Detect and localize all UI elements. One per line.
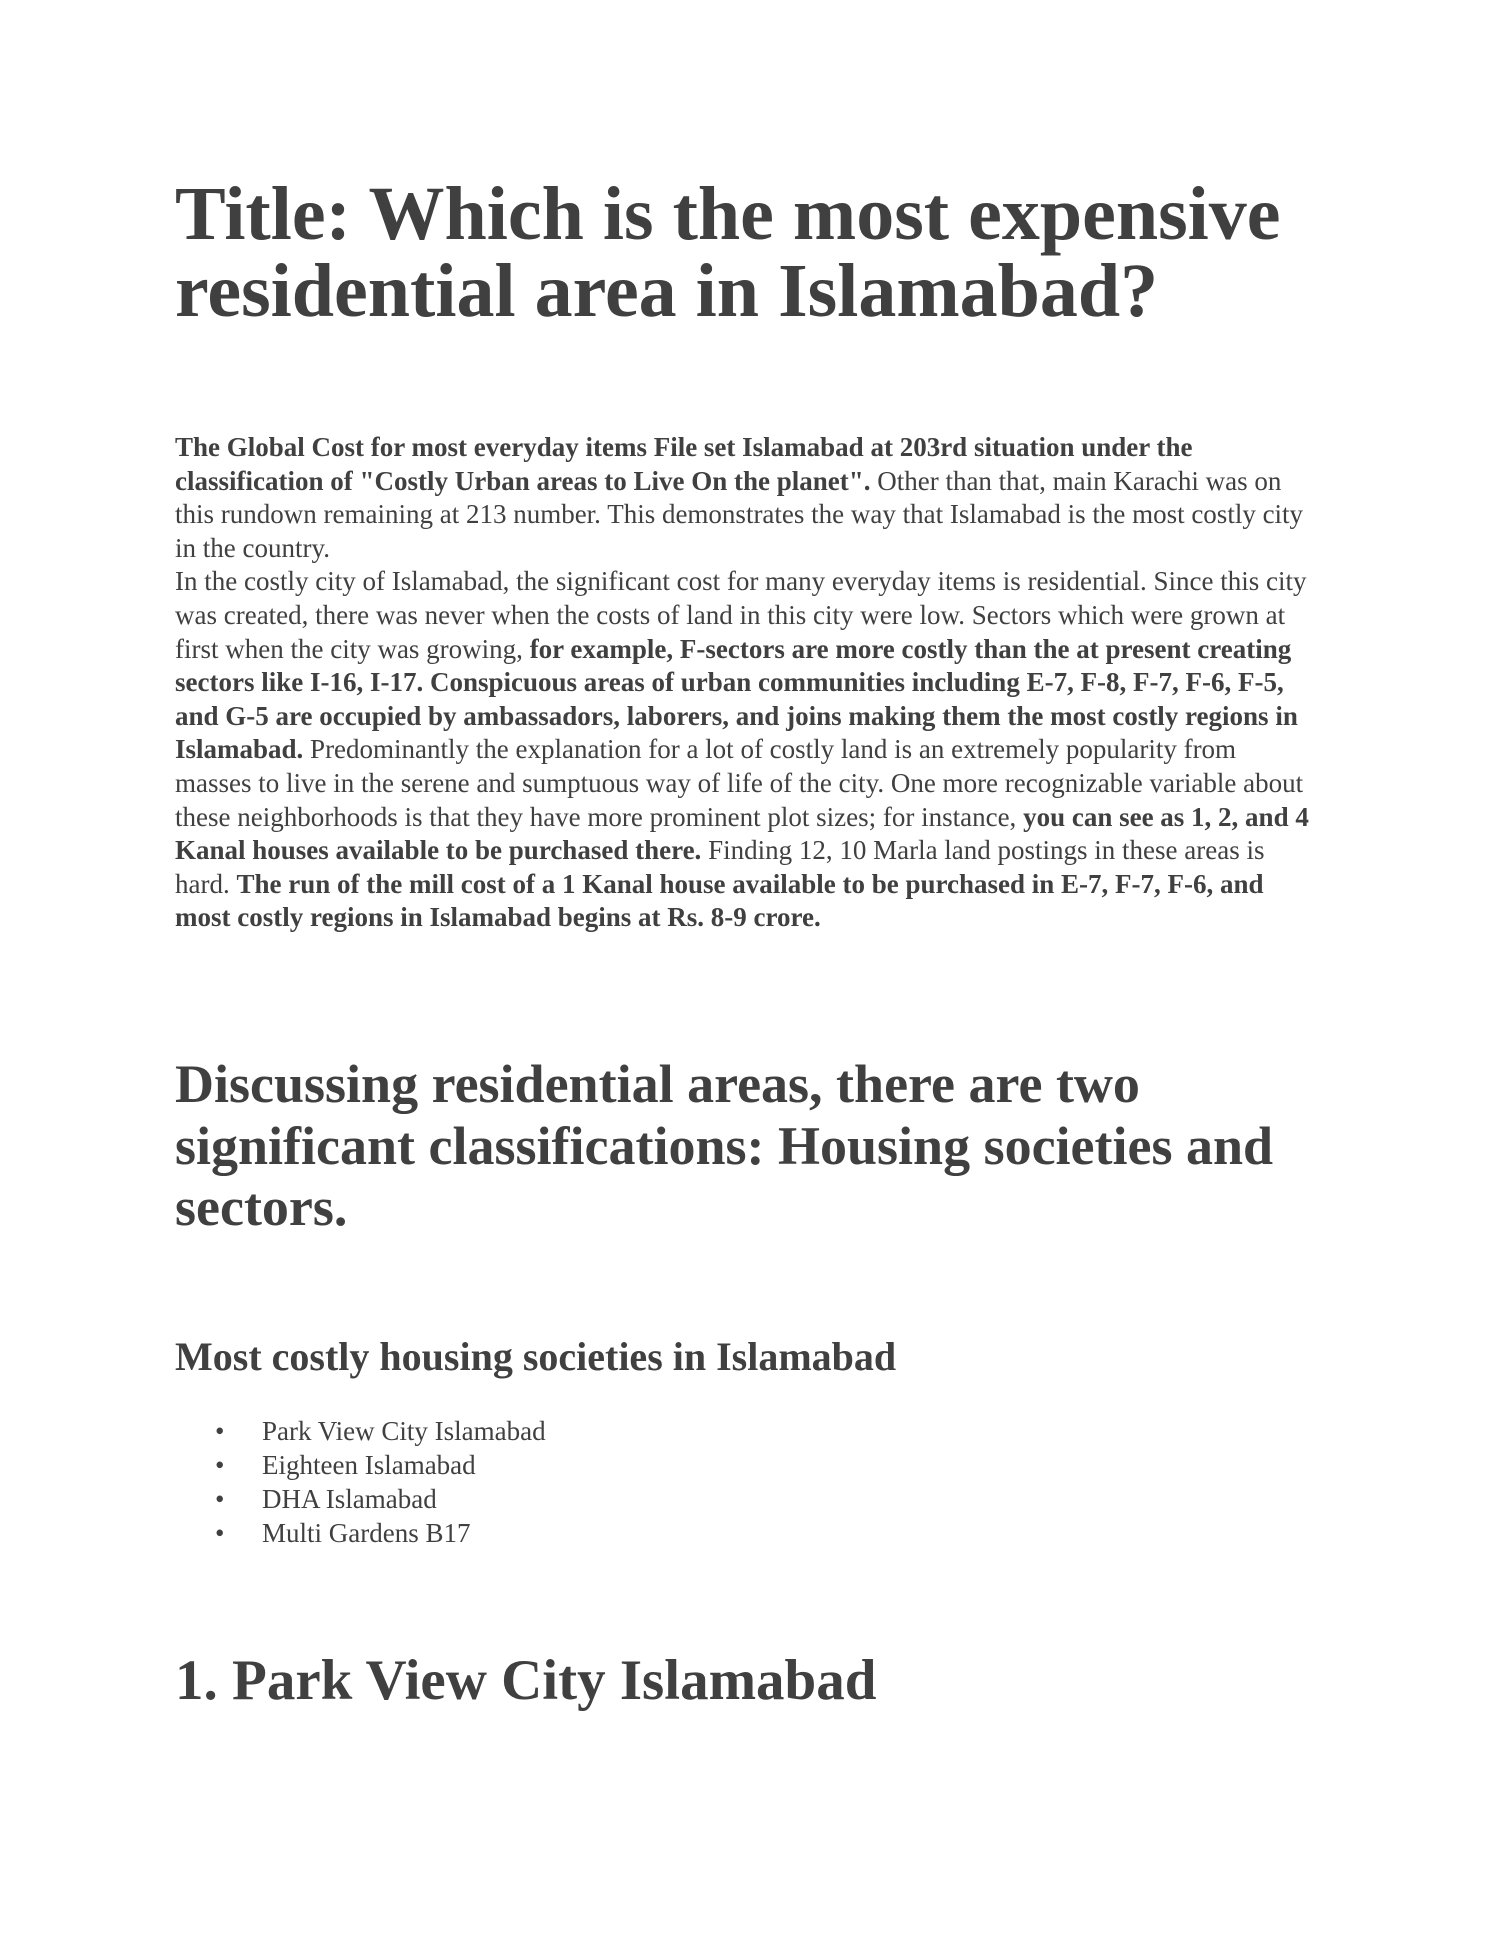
park-view-heading: 1. Park View City Islamabad: [175, 1649, 877, 1712]
list-item-label: DHA Islamabad: [262, 1484, 437, 1514]
intro-paragraph-2: [175, 565, 1315, 935]
list-item: [175, 1448, 1315, 1482]
list-item-label: Multi Gardens B17: [262, 1518, 471, 1548]
intro-section: [175, 431, 1315, 935]
list-item: [175, 1414, 1315, 1448]
document-title: Title: Which is the most expensive residential area in Islamabad?: [175, 172, 1281, 333]
societies-list: [175, 1414, 1315, 1550]
intro-text: Predominantly the explanation for a lot of costly land is an extremely popularity from masses to live in the serene and sumptuous way of life of the city. One more recognizable variable about these neighborhoods is that they have more prominent plot sizes; for instance,: [175, 734, 1304, 832]
intro-bold-text: The run of the mill cost of a 1 Kanal house available to be purchased in E-7, F-7, F-6, and most costly regions in Islamabad begins at Rs. 8-9 crore.: [175, 868, 1264, 933]
list-item-label: Eighteen Islamabad: [262, 1450, 476, 1480]
intro-text: Other than that, main Karachi was on this rundown remaining at 213 number. This demonstrates the way that Islamabad is the most costly city in the country.: [175, 465, 1304, 563]
bullet-icon: •: [215, 1450, 225, 1480]
intro-bold-text: The Global Cost for most everyday items File set Islamabad at 203rd situation under the classification of "Costly Urban areas to Live On the planet".: [175, 432, 1193, 496]
list-item: [175, 1516, 1315, 1550]
bullet-icon: •: [215, 1484, 225, 1514]
list-item-label: Park View City Islamabad: [262, 1416, 546, 1446]
bullet-icon: •: [215, 1518, 225, 1548]
housing-societies-heading: Most costly housing societies in Islamabad: [175, 1334, 897, 1379]
intro-text: Finding 12, 10 Marla land postings in these areas is hard.: [175, 835, 1265, 899]
classifications-heading: Discussing residential areas, there are two significant classifications: Housing societies and sectors.: [175, 1054, 1274, 1237]
list-item: [175, 1482, 1315, 1516]
intro-bold-text: you can see as 1, 2, and 4 Kanal houses available to be purchased there.: [175, 801, 1309, 866]
intro-paragraph-1: [175, 431, 1315, 565]
intro-text: In the costly city of Islamabad, the significant cost for many everyday items is residential. Since this city was created, there was never when the costs of land in this city were low. Sectors which were grown at first when the city was growing,: [175, 566, 1307, 664]
bullet-icon: •: [215, 1416, 225, 1446]
intro-bold-text: for example, F-sectors are more costly than the at present creating sectors like I-16, I-17. Conspicuous areas of urban communities including E-7, F-8, F-7, F-6, F-5, and G-5 are occupied by ambassadors, laborers, and joins making them the most costly regions in Islamabad.: [175, 633, 1298, 765]
